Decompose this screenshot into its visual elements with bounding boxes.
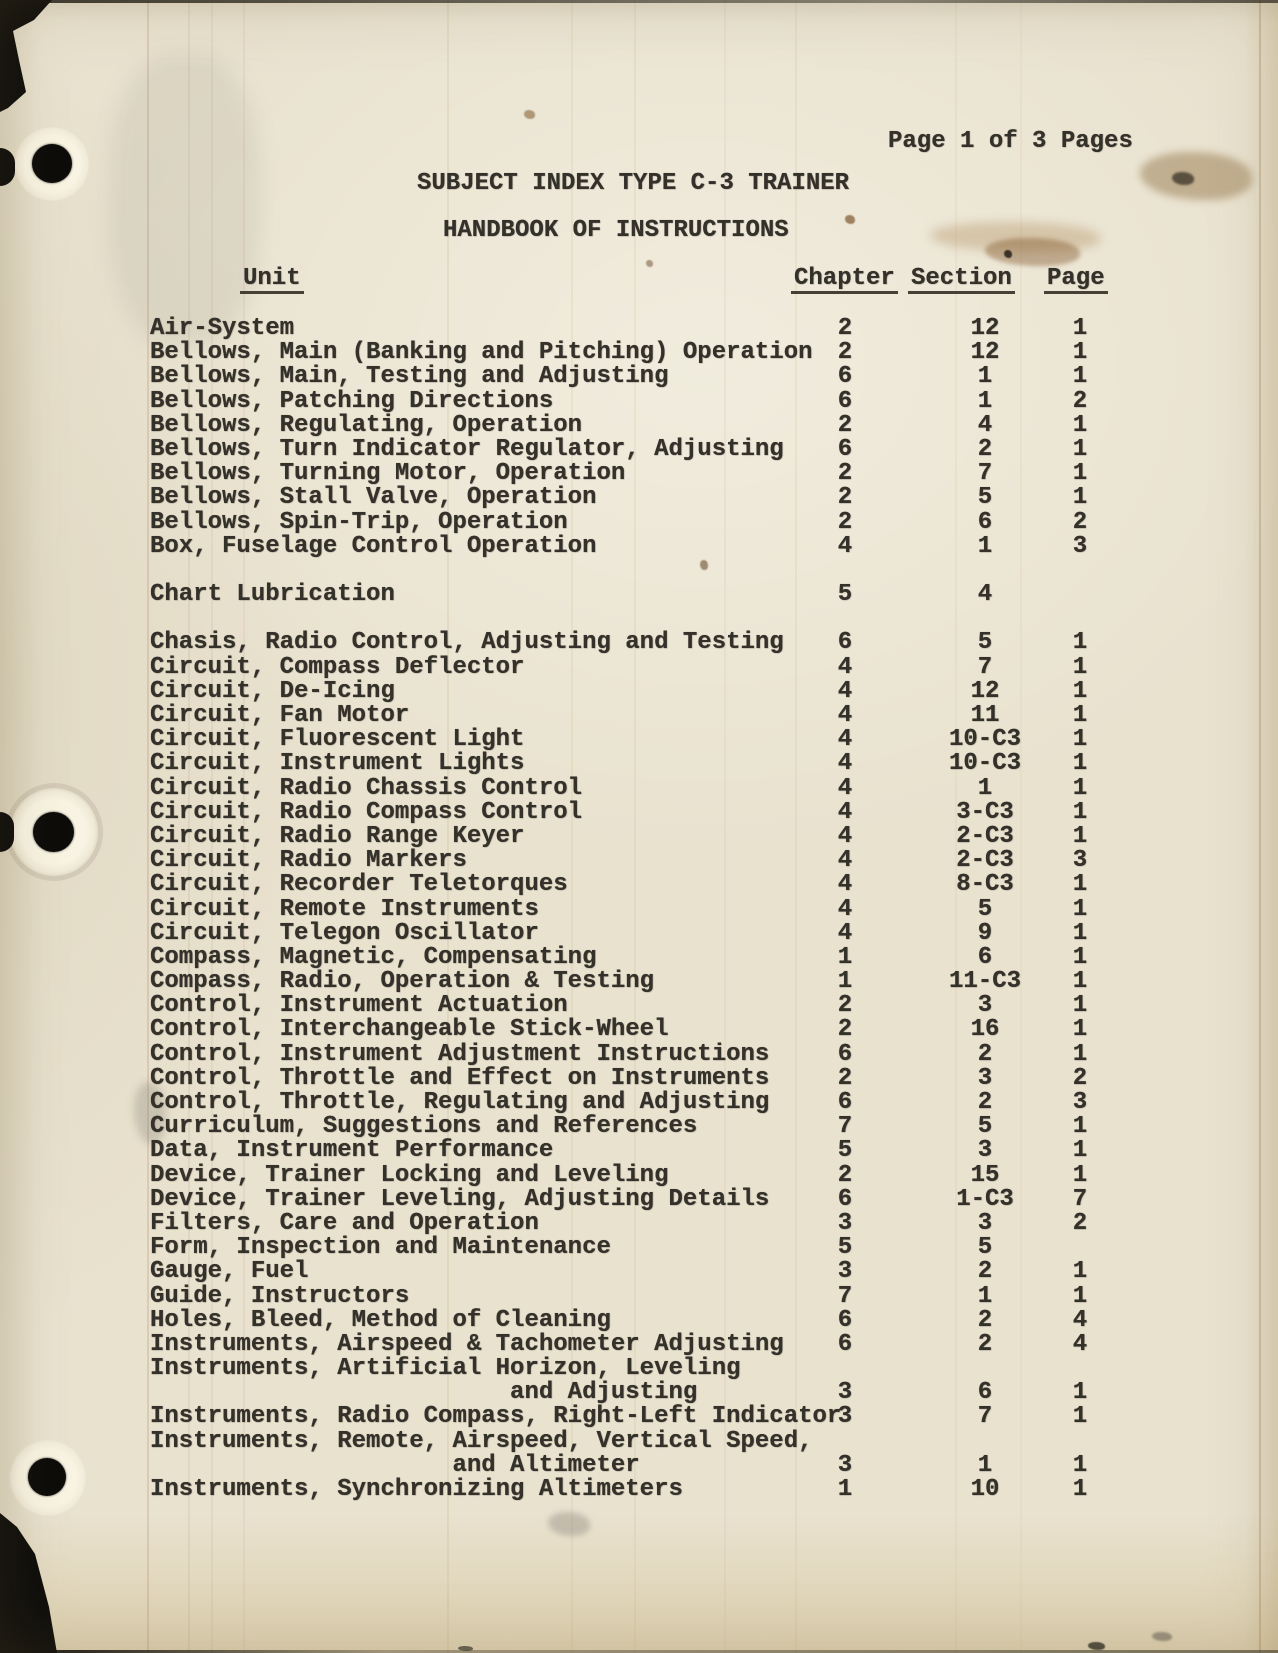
cell-section: 2 — [977, 1089, 993, 1116]
table-row — [0, 387, 1278, 415]
cell-unit: Device, Trainer Locking and Leveling — [150, 1161, 669, 1189]
cell-section: 7 — [977, 1403, 993, 1431]
cell-section: 5 — [977, 629, 993, 657]
table-row — [0, 1405, 1278, 1429]
cell-chapter: 2 — [837, 1161, 853, 1189]
cell-page: 1 — [1072, 895, 1088, 923]
cell-unit: Bellows, Stall Valve, Operation — [150, 484, 597, 512]
cell-page: 1 — [1072, 992, 1088, 1020]
cell-page: 1 — [1072, 919, 1088, 947]
cell-unit: Bellows, Patching Directions — [150, 387, 554, 415]
cell-section: 10 — [970, 1476, 1000, 1503]
cell-section: 12 — [970, 315, 1000, 342]
cell-section: 3 — [977, 1209, 993, 1237]
cell-section: 16 — [970, 1016, 1000, 1044]
table-row — [0, 631, 1278, 655]
cell-chapter: 4 — [837, 532, 853, 560]
cell-page: 1 — [1072, 871, 1088, 899]
cell-page: 2 — [1072, 387, 1088, 415]
cell-unit: Control, Instrument Adjustment Instructions — [150, 1040, 770, 1068]
cell-chapter: 7 — [837, 1113, 853, 1141]
table-row — [0, 895, 1278, 923]
cell-chapter: 4 — [837, 774, 853, 802]
cell-page: 1 — [1072, 435, 1088, 463]
cell-page: 1 — [1072, 629, 1088, 657]
table-row — [0, 532, 1278, 560]
cell-unit: Gauge, Fuel — [150, 1258, 309, 1286]
cell-page: 1 — [1072, 1040, 1088, 1068]
table-row — [0, 849, 1278, 873]
cell-section: 10-C3 — [948, 750, 1021, 778]
cell-section: 5 — [977, 895, 993, 923]
cell-chapter: 6 — [837, 363, 853, 391]
page-indicator: Page 1 of 3 Pages — [888, 128, 1133, 155]
cell-unit: Instruments, Remote, Airspeed, Vertical Speed, — [150, 1427, 813, 1455]
cell-chapter: 5 — [837, 581, 853, 609]
cell-section: 10-C3 — [948, 726, 1021, 754]
cell-chapter: 4 — [837, 653, 853, 681]
cell-section: 1 — [977, 387, 993, 415]
cell-page: 1 — [1072, 653, 1088, 681]
cell-unit: Circuit, De-Icing — [150, 677, 395, 705]
table-row — [0, 919, 1278, 947]
cell-chapter: 2 — [837, 1064, 853, 1092]
table-row — [0, 1115, 1278, 1139]
cell-chapter: 3 — [837, 1379, 853, 1407]
cell-chapter: 6 — [837, 1089, 853, 1116]
scan-edge-top — [0, 0, 1278, 3]
cell-section: 1 — [977, 774, 993, 802]
cell-chapter: 4 — [837, 847, 853, 875]
cell-chapter: 6 — [837, 1040, 853, 1068]
cell-unit: Circuit, Radio Chassis Control — [150, 774, 583, 802]
cell-page: 1 — [1072, 702, 1088, 729]
hole-punch-edge-mark — [0, 148, 15, 186]
table-row — [0, 365, 1278, 389]
table-row — [0, 341, 1278, 365]
cell-unit: Box, Fuselage Control Operation — [150, 532, 597, 560]
cell-unit: Curriculum, Suggestions and References — [150, 1113, 698, 1141]
table-row — [0, 1282, 1278, 1310]
cell-unit: Instruments, Synchronizing Altimeters — [150, 1476, 683, 1503]
table-row — [0, 1064, 1278, 1092]
cell-section: 11 — [970, 702, 1000, 729]
column-header-chapter: Chapter — [791, 267, 898, 294]
cell-section: 3 — [977, 1064, 993, 1092]
column-header-page: Page — [1044, 267, 1108, 294]
cell-chapter: 2 — [837, 1016, 853, 1044]
cell-chapter: 4 — [837, 750, 853, 778]
cell-section: 12 — [970, 677, 1000, 705]
column-headers — [0, 267, 1278, 297]
cell-chapter: 4 — [837, 919, 853, 947]
cell-section: 5 — [977, 1113, 993, 1141]
cell-page: 1 — [1072, 968, 1088, 996]
cell-page: 1 — [1072, 315, 1088, 342]
table-row — [0, 1209, 1278, 1237]
cell-chapter: 6 — [837, 387, 853, 415]
cell-page: 2 — [1072, 1064, 1088, 1092]
cell-unit: Filters, Care and Operation — [150, 1209, 539, 1237]
cell-section: 11-C3 — [948, 968, 1021, 996]
cell-unit: Circuit, Radio Range Keyer — [150, 822, 525, 850]
cell-page: 1 — [1072, 1403, 1088, 1431]
cell-chapter: 5 — [837, 1137, 853, 1165]
table-row — [0, 1040, 1278, 1068]
cell-chapter: 2 — [837, 460, 853, 488]
table-row — [0, 704, 1278, 728]
table-row — [0, 1161, 1278, 1189]
smudge — [548, 1512, 590, 1536]
stain-spot — [845, 215, 855, 224]
cell-page: 1 — [1072, 677, 1088, 705]
cell-unit: Instruments, Radio Compass, Right-Left Indicator — [150, 1403, 842, 1431]
table-row — [0, 508, 1278, 536]
cell-chapter: 2 — [837, 339, 853, 367]
cell-unit: Circuit, Radio Compass Control — [150, 798, 583, 826]
cell-page: 1 — [1072, 1451, 1088, 1479]
cell-chapter: 1 — [837, 943, 853, 971]
cell-unit: Bellows, Spin-Trip, Operation — [150, 508, 568, 536]
table-row — [0, 970, 1278, 994]
table-row — [0, 822, 1278, 850]
table-row — [0, 1478, 1278, 1502]
cell-unit: Bellows, Regulating, Operation — [150, 411, 583, 439]
table-row — [0, 1357, 1278, 1381]
torn-corner-top-left — [0, 0, 60, 115]
page-subtitle: HANDBOOK OF INSTRUCTIONS — [443, 217, 789, 244]
cell-unit: Holes, Bleed, Method of Cleaning — [150, 1306, 611, 1334]
cell-chapter: 3 — [837, 1209, 853, 1237]
cell-unit: Control, Throttle and Effect on Instruments — [150, 1064, 770, 1092]
stain-spot — [1004, 250, 1012, 258]
cell-section: 7 — [977, 653, 993, 681]
cell-page: 3 — [1072, 847, 1088, 875]
table-row — [0, 774, 1278, 802]
cell-unit: Device, Trainer Leveling, Adjusting Details — [150, 1185, 770, 1213]
cell-page: 1 — [1072, 943, 1088, 971]
table-row — [0, 317, 1278, 341]
table-row — [0, 1330, 1278, 1358]
smudge — [1088, 1642, 1105, 1650]
cell-unit: Bellows, Main (Banking and Pitching) Operation — [150, 339, 813, 367]
cell-section: 1 — [977, 363, 993, 391]
table-row — [0, 1185, 1278, 1213]
cell-unit: Instruments, Airspeed & Tachometer Adjusting — [150, 1330, 784, 1358]
cell-section: 12 — [970, 339, 1000, 367]
stain-spot — [1172, 172, 1194, 185]
table-row — [0, 1236, 1278, 1260]
cell-chapter: 1 — [837, 1476, 853, 1503]
cell-unit: Circuit, Fan Motor — [150, 702, 410, 729]
cell-unit: Circuit, Telegon Oscillator — [150, 919, 539, 947]
cell-chapter: 6 — [837, 1330, 853, 1358]
table-row — [0, 1381, 1278, 1405]
cell-chapter: 6 — [837, 629, 853, 657]
cell-section: 3 — [977, 1137, 993, 1165]
torn-corner-bottom-left — [0, 1505, 62, 1653]
cell-page: 1 — [1072, 1476, 1088, 1503]
cell-chapter: 6 — [837, 1306, 853, 1334]
stain-spot — [1140, 152, 1252, 200]
column-header-unit: Unit — [240, 267, 304, 294]
cell-chapter: 4 — [837, 798, 853, 826]
cell-unit: Circuit, Recorder Teletorques — [150, 871, 568, 899]
cell-chapter: 4 — [837, 726, 853, 754]
cell-unit: Circuit, Instrument Lights — [150, 750, 525, 778]
cell-chapter: 4 — [837, 702, 853, 729]
cell-page: 1 — [1072, 774, 1088, 802]
cell-chapter: 2 — [837, 992, 853, 1020]
cell-unit: Chart Lubrication — [150, 581, 395, 609]
cell-page: 7 — [1072, 1185, 1088, 1213]
cell-section: 8-C3 — [956, 871, 1014, 899]
table-row — [0, 728, 1278, 752]
cell-unit: Bellows, Main, Testing and Adjusting — [150, 363, 669, 391]
cell-chapter: 5 — [837, 1234, 853, 1262]
cell-unit: Instruments, Artificial Horizon, Leveling — [150, 1355, 741, 1383]
stain-spot — [985, 238, 1080, 266]
cell-unit: Circuit, Fluorescent Light — [150, 726, 525, 754]
stain-spot — [524, 110, 535, 119]
table-row — [0, 943, 1278, 971]
cell-page: 1 — [1072, 1379, 1088, 1407]
cell-page: 1 — [1072, 460, 1088, 488]
cell-chapter: 1 — [837, 968, 853, 996]
cell-chapter: 3 — [837, 1451, 853, 1479]
cell-chapter: 4 — [837, 822, 853, 850]
cell-section: 2-C3 — [956, 847, 1014, 875]
cell-page: 1 — [1072, 726, 1088, 754]
cell-unit: Circuit, Compass Deflector — [150, 653, 525, 681]
table-row — [0, 1018, 1278, 1042]
cell-section: 2 — [977, 1306, 993, 1334]
table-row — [0, 1260, 1278, 1284]
cell-page: 4 — [1072, 1306, 1088, 1334]
cell-chapter: 6 — [837, 435, 853, 463]
cell-section: 5 — [977, 484, 993, 512]
cell-unit: Circuit, Radio Markers — [150, 847, 467, 875]
cell-section: 1 — [977, 1282, 993, 1310]
cell-chapter: 2 — [837, 484, 853, 512]
cell-unit: Air-System — [150, 315, 295, 342]
cell-unit: Control, Interchangeable Stick-Wheel — [150, 1016, 669, 1044]
cell-section: 6 — [977, 508, 993, 536]
cell-section: 2-C3 — [956, 822, 1014, 850]
cell-page: 1 — [1072, 1282, 1088, 1310]
cell-unit: Compass, Magnetic, Compensating — [150, 943, 597, 971]
cell-page: 1 — [1072, 1137, 1088, 1165]
table-row — [0, 994, 1278, 1018]
table-row — [0, 583, 1278, 607]
cell-unit: Form, Inspection and Maintenance — [150, 1234, 611, 1262]
cell-section: 2 — [977, 435, 993, 463]
smudge — [458, 1646, 473, 1651]
cell-chapter: 4 — [837, 871, 853, 899]
smudge — [110, 55, 260, 345]
cell-section: 6 — [977, 943, 993, 971]
cell-section: 1 — [977, 532, 993, 560]
cell-chapter: 3 — [837, 1258, 853, 1286]
cell-unit: Bellows, Turn Indicator Regulator, Adjusting — [150, 435, 784, 463]
cell-section: 2 — [977, 1258, 993, 1286]
cell-chapter: 2 — [837, 411, 853, 439]
cell-unit: Bellows, Turning Motor, Operation — [150, 460, 626, 488]
cell-chapter: 7 — [837, 1282, 853, 1310]
cell-section: 5 — [977, 1234, 993, 1262]
cell-chapter: 4 — [837, 677, 853, 705]
hole-punch — [32, 144, 72, 183]
table-row — [0, 1427, 1278, 1455]
cell-section: 3 — [977, 992, 993, 1020]
cell-page: 3 — [1072, 532, 1088, 560]
cell-section: 1-C3 — [956, 1185, 1014, 1213]
cell-section: 3-C3 — [956, 798, 1014, 826]
cell-unit: Data, Instrument Performance — [150, 1137, 554, 1165]
table-row — [0, 1091, 1278, 1115]
cell-page: 2 — [1072, 1209, 1088, 1237]
cell-unit: and Altimeter — [150, 1451, 640, 1479]
cell-section: 1 — [977, 1451, 993, 1479]
cell-chapter: 2 — [837, 508, 853, 536]
cell-section: 4 — [977, 411, 993, 439]
cell-section: 4 — [977, 581, 993, 609]
cell-chapter: 2 — [837, 315, 853, 342]
cell-section: 9 — [977, 919, 993, 947]
table-row — [0, 1139, 1278, 1163]
cell-chapter: 3 — [837, 1403, 853, 1431]
cell-page: 1 — [1072, 363, 1088, 391]
cell-section: 2 — [977, 1330, 993, 1358]
cell-page: 3 — [1072, 1089, 1088, 1116]
cell-page: 2 — [1072, 508, 1088, 536]
column-header-section: Section — [908, 267, 1015, 294]
cell-page: 1 — [1072, 339, 1088, 367]
cell-page: 1 — [1072, 798, 1088, 826]
cell-unit: and Adjusting — [150, 1379, 698, 1407]
cell-page: 4 — [1072, 1330, 1088, 1358]
cell-section: 6 — [977, 1379, 993, 1407]
cell-page: 1 — [1072, 1161, 1088, 1189]
cell-section: 2 — [977, 1040, 993, 1068]
cell-page: 1 — [1072, 1258, 1088, 1286]
cell-chapter: 6 — [837, 1185, 853, 1213]
stain-spot — [646, 260, 653, 267]
table-row — [0, 411, 1278, 439]
cell-unit: Control, Instrument Actuation — [150, 992, 568, 1020]
table-row — [0, 798, 1278, 826]
page-title: SUBJECT INDEX TYPE C-3 TRAINER — [417, 170, 850, 197]
cell-unit: Guide, Instructors — [150, 1282, 410, 1310]
cell-page: 1 — [1072, 1113, 1088, 1141]
cell-chapter: 4 — [837, 895, 853, 923]
cell-page: 1 — [1072, 1016, 1088, 1044]
cell-section: 7 — [977, 460, 993, 488]
cell-page: 1 — [1072, 484, 1088, 512]
cell-page: 1 — [1072, 411, 1088, 439]
index-rows — [0, 317, 1278, 1502]
cell-unit: Circuit, Remote Instruments — [150, 895, 539, 923]
cell-unit: Chasis, Radio Control, Adjusting and Testing — [150, 629, 784, 657]
cell-page: 1 — [1072, 750, 1088, 778]
table-row — [0, 677, 1278, 705]
table-row — [0, 653, 1278, 681]
table-row — [0, 752, 1278, 776]
smudge — [1152, 1632, 1172, 1641]
table-row — [0, 873, 1278, 897]
table-row — [0, 1451, 1278, 1479]
cell-unit: Control, Throttle, Regulating and Adjusting — [150, 1089, 770, 1116]
cell-section: 15 — [970, 1161, 1000, 1189]
cell-unit: Compass, Radio, Operation & Testing — [150, 968, 655, 996]
table-row — [0, 435, 1278, 463]
cell-page: 1 — [1072, 822, 1088, 850]
table-row — [0, 486, 1278, 510]
table-row — [0, 1306, 1278, 1334]
table-row — [0, 462, 1278, 486]
